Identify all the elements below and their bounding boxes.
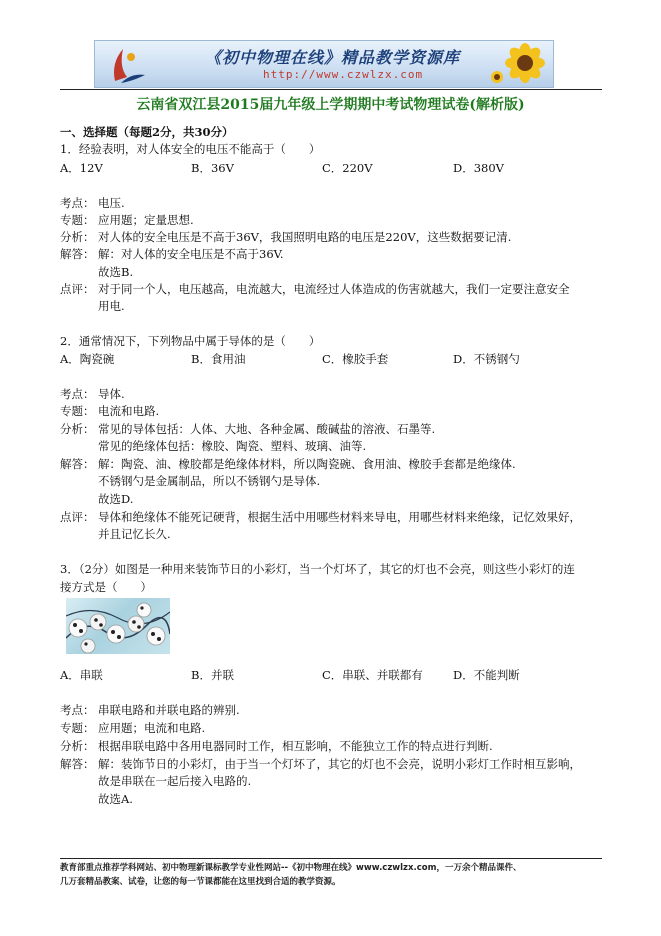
- q1-zhuanti-text: 应用题；定量思想.: [98, 213, 194, 227]
- q1-dianping: [60, 281, 570, 298]
- czwlzx-logo-icon: [101, 43, 149, 87]
- footer-rule: [60, 858, 602, 859]
- section-heading: 一、选择题（每题2分，共30分）: [60, 125, 234, 139]
- q2-option-a: A．陶瓷碗: [60, 352, 115, 366]
- q2-zhuanti: [60, 403, 159, 420]
- q2-jieda-text-2: 不锈钢勺是金属制品，所以不锈钢勺是导体.: [98, 474, 321, 488]
- document-title: 云南省双江县2015届九年级上学期期中考试物理试卷(解析版): [136, 97, 525, 113]
- q2-dianping-text-1: 导体和绝缘体不能死记硬背，根据生活中用哪些材料来导电，用哪些材料来绝缘，记忆效果好，: [98, 510, 581, 524]
- q3-zhuanti: [60, 720, 205, 737]
- q3-fenxi-text: 根据串联电路中各用电器同时工作，相互影响，不能独立工作的特点进行判断.: [98, 739, 493, 753]
- q3-jieda-text-2: 故是串联在一起后接入电路的.: [98, 774, 252, 788]
- label-zhuanti: 专题：: [60, 404, 95, 418]
- q1-zhuanti: [60, 212, 194, 229]
- q2-option-b: B．食用油: [191, 352, 246, 366]
- q2-fenxi-text-2: 常见的绝缘体包括：橡胶、陶瓷、塑料、玻璃、油等.: [98, 439, 367, 453]
- q2-zhuanti-text: 电流和电路.: [98, 404, 160, 418]
- q2-kaodian-text: 导体.: [98, 387, 125, 401]
- q3-kaodian: [60, 702, 240, 719]
- q1-dianping-text-2: 用电.: [98, 299, 125, 313]
- q2-jieda-text-1: 解：陶瓷、油、橡胶都是绝缘体材料，所以陶瓷碗、食用油、橡胶手套都是绝缘体.: [98, 457, 516, 471]
- q1-option-d: D．380V: [453, 161, 504, 175]
- q3-jieda-text-3: 故选A.: [98, 792, 133, 806]
- label-fenxi: 分析：: [60, 739, 95, 753]
- q3-jieda: [60, 756, 581, 773]
- q3-kaodian-text: 串联电路和并联电路的辨别.: [98, 703, 240, 717]
- footer-line-2: 几万套精品教案、试卷，让您的每一节课都能在这里找到合适的教学资源。: [60, 877, 341, 887]
- q3-zhuanti-text: 应用题；电流和电路.: [98, 721, 206, 735]
- string-lights-photo: [66, 598, 170, 654]
- label-kaodian: 考点：: [60, 196, 95, 210]
- q1-jieda-text-2: 故选B.: [98, 265, 134, 279]
- banner-title: 《初中物理在线》精品教学资源库: [205, 48, 461, 67]
- label-zhuanti: 专题：: [60, 213, 95, 227]
- q1-fenxi: [60, 229, 511, 246]
- header-rule: [60, 89, 602, 90]
- q3-fenxi: [60, 738, 493, 755]
- question-1-stem: 1．经验表明，对人体安全的电压不能高于（ ）: [60, 142, 321, 156]
- header-banner: [94, 40, 554, 88]
- label-jieda: 解答：: [60, 247, 95, 261]
- label-fenxi: 分析：: [60, 230, 95, 244]
- q2-jieda-text-3: 故选D.: [98, 492, 134, 506]
- q2-fenxi-text-1: 常见的导体包括：人体、大地、各种金属、酸碱盐的溶液、石墨等.: [98, 422, 436, 436]
- q1-jieda-text-1: 解：对人体的安全电压是不高于36V.: [98, 247, 284, 261]
- q1-jieda: [60, 246, 284, 263]
- q3-option-b: B．并联: [191, 668, 234, 682]
- q2-fenxi: [60, 421, 435, 438]
- q3-option-c: C．串联、并联都有: [322, 668, 423, 682]
- q2-dianping: [60, 509, 581, 526]
- label-zhuanti: 专题：: [60, 721, 95, 735]
- q3-option-a: A．串联: [60, 668, 103, 682]
- q1-option-c: C．220V: [322, 161, 373, 175]
- label-dianping: 点评：: [60, 282, 95, 296]
- q2-kaodian: [60, 386, 125, 403]
- q2-dianping-text-2: 并且记忆长久.: [98, 527, 171, 541]
- q1-dianping-text-1: 对于同一个人，电压越高，电流越大，电流经过人体造成的伤害就越大，我们一定要注意安全: [98, 282, 570, 296]
- label-kaodian: 考点：: [60, 387, 95, 401]
- q3-option-d: D．不能判断: [453, 668, 520, 682]
- q2-option-d: D．不锈钢勺: [453, 352, 520, 366]
- q1-kaodian: [60, 195, 125, 212]
- q2-option-c: C．橡胶手套: [322, 352, 389, 366]
- label-kaodian: 考点：: [60, 703, 95, 717]
- label-dianping: 点评：: [60, 510, 95, 524]
- question-3-stem-1: 3．（2分）如图是一种用来装饰节日的小彩灯，当一个灯坏了，其它的灯也不会亮，则这些小彩灯的连: [60, 562, 575, 576]
- label-jieda: 解答：: [60, 757, 95, 771]
- string-lights-image-icon: [66, 598, 170, 654]
- q1-fenxi-text: 对人体的安全电压是不高于36V，我国照明电路的电压是220V，这些数据要记清.: [98, 230, 512, 244]
- label-jieda: 解答：: [60, 457, 95, 471]
- question-2-stem: 2．通常情况下，下列物品中属于导体的是（ ）: [60, 334, 321, 348]
- banner-url[interactable]: http://www.czwlzx.com: [263, 68, 424, 81]
- sunflower-icon: [485, 43, 549, 87]
- q1-option-b: B．36V: [191, 161, 234, 175]
- label-fenxi: 分析：: [60, 422, 95, 436]
- q3-jieda-text-1: 解：装饰节日的小彩灯，由于当一个灯坏了，其它的灯也不会亮，说明小彩灯工作时相互影响，: [98, 757, 581, 771]
- q1-kaodian-text: 电压.: [98, 196, 125, 210]
- question-3-stem-2: 接方式是（ ）: [60, 580, 152, 594]
- q1-option-a: A．12V: [60, 161, 103, 175]
- footer-line-1: 教育部重点推荐学科网站、初中物理新课标教学专业性网站--《初中物理在线》www.czwlzx.com，一万余个精品课件、: [60, 863, 522, 873]
- q2-jieda: [60, 456, 516, 473]
